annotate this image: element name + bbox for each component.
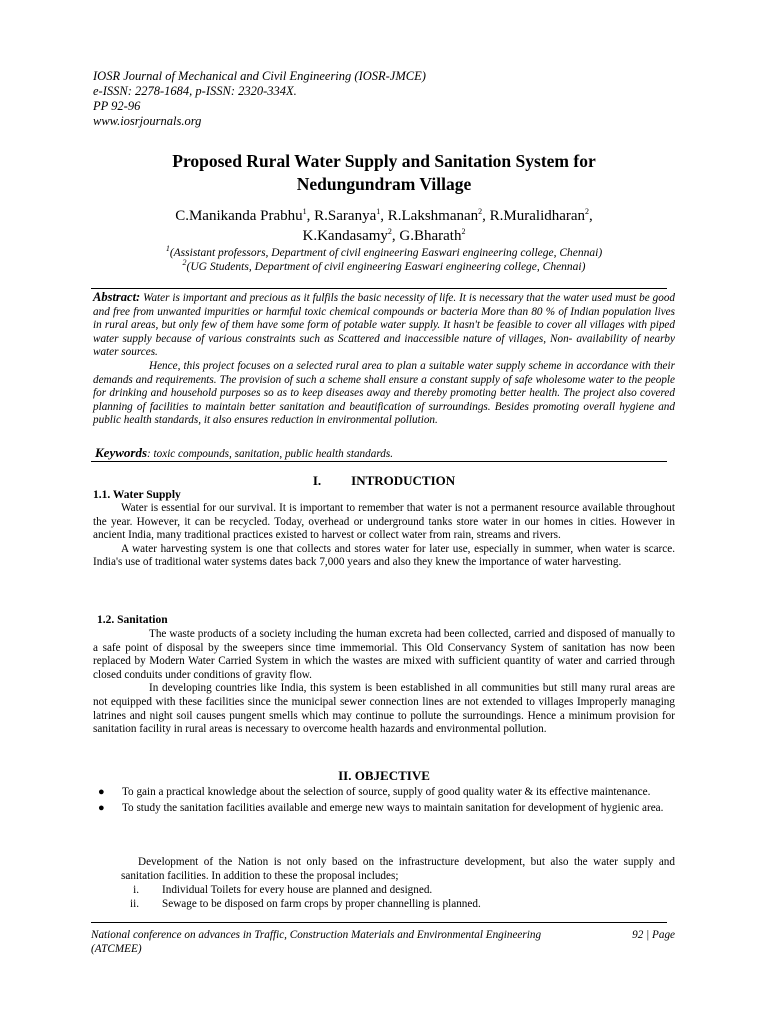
author-name: C.Manikanda Prabhu: [175, 208, 303, 224]
subsection-heading-water-supply: 1.1. Water Supply: [93, 489, 181, 501]
bullet-item: ● To study the sanitation facilities available and emerge new ways to maintain sanitation for development of hygienic area.: [98, 801, 664, 814]
list-number: i.: [133, 884, 139, 896]
author-affiliation-mark: 2: [478, 207, 483, 216]
author-affiliation-mark: 2: [387, 227, 392, 236]
proposal-list: [121, 884, 481, 911]
section-heading-objective: II. OBJECTIVE: [338, 768, 430, 783]
section-heading-introduction: [60, 473, 708, 489]
objective-bullet-list: [93, 786, 675, 817]
author-name: R.Saranya: [314, 208, 377, 224]
subsection-heading-sanitation: 1.2. Sanitation: [97, 614, 168, 626]
section-title: INTRODUCTION: [351, 473, 456, 488]
paragraph: In developing countries like India, this system is been established in all communities but still many rural areas are not equipped with these facilities since the municipal sewer connection lines are not extended to villages Improperly managing latrines and night soil causes pungent smells which may continue to pollute the surroundings. Hence a minimum provision for sanitation facility in rural areas is necessary to overcome health hazards and environmental pollution.: [93, 682, 675, 736]
journal-header: [93, 69, 426, 129]
author-affiliation-mark: 2: [585, 207, 590, 216]
journal-pages: PP 92-96: [93, 99, 141, 113]
author-affiliation-mark: 1: [376, 207, 381, 216]
bullet-item: ● To gain a practical knowledge about the selection of source, supply of good quality water & its effective maintenance.: [98, 786, 651, 798]
abstract-bottom-rule: [91, 461, 667, 462]
author-name: R.Muralidharan: [489, 208, 586, 224]
bullet-icon: ●: [98, 801, 105, 814]
affiliation-number: 1: [165, 244, 170, 254]
list-number: ii.: [129, 897, 139, 910]
abstract-paragraph-2: Hence, this project focuses on a selected rural area to plan a suitable water supply scheme in accordance with their demands and requirements. The provision of such a scheme shall ensure a constant supply of safe wholesome water to the people for drinking and household purposes so as to keep diseases away and thereby promoting better health. The project also covered planning of facilities to maintain better sanitation and beautification of surroundings. Besides promoting overall hygiene and public health standards, it also ensures reduction in environmental pollution.: [93, 359, 675, 427]
page-footer: [91, 928, 675, 956]
affiliation-text: (UG Students, Department of civil engineering Easwari engineering college, Chennai): [186, 261, 586, 273]
paragraph: A water harvesting system is one that collects and stores water for later use, especially in summer, when water is scarce. India's use of traditional water systems dates back 7,000 years and also they knew the importance of water harvesting.: [93, 542, 675, 569]
affiliation-number: 2: [182, 258, 187, 268]
page-number: 92 | Page: [632, 929, 675, 941]
author-affiliation-mark: 1: [302, 207, 307, 216]
author-affiliation-mark: 2: [461, 227, 466, 236]
title-line-2: Nedungundram Village: [296, 174, 472, 194]
list-item: i. Individual Toilets for every house are planned and designed.: [121, 884, 481, 898]
objective-paragraph: Development of the Nation is not only based on the infrastructure development, but also the water supply and sanitation facilities. In addition to these the proposal includes;: [121, 856, 675, 882]
affiliation-line: [60, 246, 708, 260]
affiliation-text: (Assistant professors, Department of civil engineering Easwari engineering college, Chennai): [169, 247, 603, 259]
affiliation-list: [60, 246, 708, 274]
paragraph: The waste products of a society including the human excreta had been collected, carried and disposed of manually to a safe point of disposal by the sweepers since time immemorial. This Old Conservancy System of sanitation has now been replaced by Modern Water Carried System in which the wastes are mixed with sufficient quantity of water and carried through closed conduits under conditions of gravity flow.: [93, 628, 675, 681]
author-list: C.Manikanda Prabhu$^1$, R.Saranya$^1$, R.Lakshmanan$^2$, R.Muralidharan$^2$, K.Kandasamy$^2$, G.Bharath$^2$: [175, 207, 593, 244]
abstract-label: Abstract:: [93, 290, 141, 304]
author-name: K.Kandasamy: [302, 228, 388, 244]
title-line-1: Proposed Rural Water Supply and Sanitation System for: [172, 151, 596, 171]
author-name: G.Bharath: [399, 228, 462, 244]
paragraph: Water is essential for our survival. It is important to remember that water is not a permanent resource available throughout the year. However, it can be recycled. Today, overhead or underground tanks store water in our homes in cities. However in ancient India, many traditional practices existed to harvest or collect water from rain, streams and rivers.: [93, 502, 675, 542]
journal-website[interactable]: www.iosrjournals.org: [93, 114, 202, 128]
abstract-paragraph-1: Water is important and precious as it fulfils the basic necessity of life. It is necessary that the water used must be good and free from unwanted impurities or harmful toxic chemical compounds or bacteria More than 80 % of Indian population lives in rural areas, but only few of them have some form of potable water supply. It hasn't be feasible to cover all villages with piped water supply because of various constraints such as Scattered and inaccessible nature of villages, Non- availability of nearby water sources.: [93, 292, 676, 359]
bullet-icon: ●: [98, 786, 105, 798]
conference-name: National conference on advances in Traffic, Construction Materials and Environmental Engineering (ATCMEE): [91, 929, 542, 955]
list-item: ii. Sewage to be disposed on farm crops by proper channelling is planned.: [121, 898, 481, 912]
journal-issn: e-ISSN: 2278-1684, p-ISSN: 2320-334X.: [93, 84, 297, 98]
keywords-text: : toxic compounds, sanitation, public health standards.: [147, 448, 394, 460]
abstract-top-rule: [91, 288, 667, 289]
footer-rule: [91, 922, 667, 923]
abstract-section: [93, 291, 675, 428]
sanitation-text: [93, 628, 675, 737]
journal-name: IOSR Journal of Mechanical and Civil Engineering (IOSR-JMCE): [93, 69, 426, 83]
keywords-line: [95, 445, 393, 461]
water-supply-text: [93, 502, 675, 570]
affiliation-line: [60, 260, 708, 274]
paper-title: [60, 150, 708, 196]
keywords-label: Keywords: [95, 445, 147, 460]
section-number: I.: [312, 473, 322, 488]
author-name: R.Lakshmanan: [387, 208, 479, 224]
